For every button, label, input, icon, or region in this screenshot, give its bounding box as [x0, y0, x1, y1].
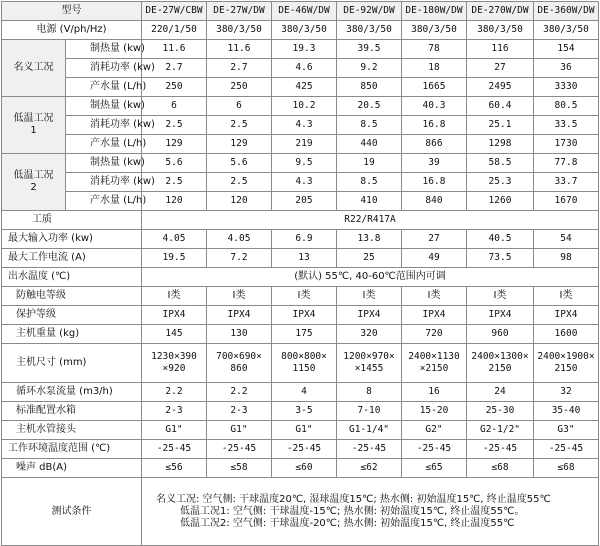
size-line: 2150: [554, 363, 578, 374]
cell: 960: [467, 325, 534, 344]
cell: 2.5: [207, 173, 272, 192]
cell: 16: [402, 383, 467, 402]
cell: 2.2: [207, 383, 272, 402]
cell: 60.4: [467, 97, 534, 116]
size-line: 1230×390: [151, 351, 197, 362]
cell: 130: [207, 325, 272, 344]
cell: 6: [142, 97, 207, 116]
cell: ≤68: [467, 459, 534, 478]
model-name: DE-46W/DW: [272, 2, 337, 21]
cell: 1298: [467, 135, 534, 154]
cell: 380/3/50: [207, 21, 272, 40]
cell: -25-45: [467, 440, 534, 459]
model-name: DE-180W/DW: [402, 2, 467, 21]
cell: 2.2: [142, 383, 207, 402]
cell: 4.05: [142, 230, 207, 249]
cell: IPX4: [337, 306, 402, 325]
rated-row: [2, 78, 599, 97]
power-row: [2, 21, 599, 40]
noise-row: [2, 459, 599, 478]
cell: ≤68: [534, 459, 599, 478]
size-cell: [534, 344, 599, 383]
cell: 4.3: [272, 116, 337, 135]
row-label: 最大工作电流 (A): [2, 249, 142, 268]
cell: 8.5: [337, 116, 402, 135]
cell: 11.6: [207, 40, 272, 59]
row-label: 制热量 (kw): [66, 97, 142, 116]
cell: G1": [142, 421, 207, 440]
cell: 380/3/50: [272, 21, 337, 40]
size-cell: [207, 344, 272, 383]
cell: 9.5: [272, 154, 337, 173]
cell: 4: [272, 383, 337, 402]
max-current-row: [2, 249, 599, 268]
cell: 10.2: [272, 97, 337, 116]
size-line: 1200×970×: [343, 351, 395, 362]
cell: 13: [272, 249, 337, 268]
low1-row: [2, 135, 599, 154]
cell: 866: [402, 135, 467, 154]
protect-row: [2, 306, 599, 325]
size-row: [2, 344, 599, 383]
size-line: 700×690×: [216, 351, 262, 362]
cell: 2.5: [207, 116, 272, 135]
row-label: 产水量 (L/h): [66, 192, 142, 211]
row-label: 主机尺寸 (mm): [2, 344, 142, 383]
model-label: 型号: [2, 2, 142, 21]
cell: G2-1/2": [467, 421, 534, 440]
size-cell: [402, 344, 467, 383]
cell: 6: [207, 97, 272, 116]
model-name: DE-360W/DW: [534, 2, 599, 21]
cell: ≤58: [207, 459, 272, 478]
cell: 850: [337, 78, 402, 97]
cell: 73.5: [467, 249, 534, 268]
low1-row: [2, 97, 599, 116]
cell: 440: [337, 135, 402, 154]
cell: 9.2: [337, 59, 402, 78]
cell: 33.7: [534, 173, 599, 192]
row-label: 消耗功率 (kw): [66, 59, 142, 78]
row-label: 主机水管接头: [2, 421, 142, 440]
row-label: 电源 (V/ph/Hz): [2, 21, 142, 40]
condition-line: 低温工况2: 空气侧: 干球温度-20℃; 热水侧: 初始温度15℃, 终止温度55℃: [180, 517, 515, 529]
refrigerant-row: [2, 211, 599, 230]
cell: I类: [534, 287, 599, 306]
cell: 840: [402, 192, 467, 211]
cell: -25-45: [207, 440, 272, 459]
cell: 145: [142, 325, 207, 344]
cell: 7.2: [207, 249, 272, 268]
cell: IPX4: [207, 306, 272, 325]
cell: 18: [402, 59, 467, 78]
flow-row: [2, 383, 599, 402]
cell: 120: [207, 192, 272, 211]
cell: 16.8: [402, 173, 467, 192]
cell: 24: [467, 383, 534, 402]
row-label: 标准配置水箱: [2, 402, 142, 421]
row-label: 产水量 (L/h): [66, 135, 142, 154]
cell: 8: [337, 383, 402, 402]
group-label-line: 低温工况: [13, 170, 54, 181]
cell: 3-5: [272, 402, 337, 421]
cell: 98: [534, 249, 599, 268]
cell: 410: [337, 192, 402, 211]
cell: G2": [402, 421, 467, 440]
cell: -25-45: [142, 440, 207, 459]
outlet-temp-row: [2, 268, 599, 287]
cell: 36: [534, 59, 599, 78]
cell: 425: [272, 78, 337, 97]
cell: 1665: [402, 78, 467, 97]
cell: G1-1/4": [337, 421, 402, 440]
cell: 116: [467, 40, 534, 59]
cell: 77.8: [534, 154, 599, 173]
cell: IPX4: [534, 306, 599, 325]
rated-row: [2, 40, 599, 59]
cell: I类: [467, 287, 534, 306]
low2-row: [2, 173, 599, 192]
cell: 19: [337, 154, 402, 173]
cell: 380/3/50: [402, 21, 467, 40]
cell: 25: [337, 249, 402, 268]
group-label-low2: [2, 154, 66, 211]
model-name: DE-27W/DW: [207, 2, 272, 21]
size-line: 860: [230, 363, 248, 374]
group-label-rated: 名义工况: [2, 40, 66, 97]
cell: IPX4: [272, 306, 337, 325]
cell: 35-40: [534, 402, 599, 421]
cell: 3330: [534, 78, 599, 97]
refrigerant-value: R22/R417A: [142, 211, 599, 230]
max-power-row: [2, 230, 599, 249]
group-label-line: 1: [30, 125, 37, 136]
row-label: 工质: [2, 211, 142, 230]
model-name: DE-92W/DW: [337, 2, 402, 21]
cell: 380/3/50: [467, 21, 534, 40]
cell: 20.5: [337, 97, 402, 116]
size-line: 2400×1300×: [471, 351, 529, 362]
cell: 2-3: [142, 402, 207, 421]
cell: -25-45: [402, 440, 467, 459]
size-line: 1150: [292, 363, 316, 374]
cell: 40.3: [402, 97, 467, 116]
cell: 1260: [467, 192, 534, 211]
cell: -25-45: [534, 440, 599, 459]
row-label: 保护等级: [2, 306, 142, 325]
cell: I类: [337, 287, 402, 306]
row-label: 消耗功率 (kw): [66, 173, 142, 192]
cell: ≤56: [142, 459, 207, 478]
cell: 25-30: [467, 402, 534, 421]
cell: IPX4: [467, 306, 534, 325]
size-cell: [272, 344, 337, 383]
size-cell: [467, 344, 534, 383]
shock-row: [2, 287, 599, 306]
cell: 1600: [534, 325, 599, 344]
cell: ≤60: [272, 459, 337, 478]
cell: 175: [272, 325, 337, 344]
cell: 54: [534, 230, 599, 249]
cell: 2495: [467, 78, 534, 97]
cell: 49: [402, 249, 467, 268]
spec-table: [1, 1, 599, 546]
cell: 2.5: [142, 173, 207, 192]
size-line: ×2150: [419, 363, 449, 374]
cell: 4.6: [272, 59, 337, 78]
cell: 13.8: [337, 230, 402, 249]
cell: IPX4: [142, 306, 207, 325]
row-label: 产水量 (L/h): [66, 78, 142, 97]
outlet-temp-value: (默认) 55℃, 40-60℃范围内可调: [142, 268, 599, 287]
cell: 4.3: [272, 173, 337, 192]
cell: 250: [142, 78, 207, 97]
cell: 129: [142, 135, 207, 154]
cell: 2.7: [142, 59, 207, 78]
size-line: ×920: [162, 363, 186, 374]
pipe-row: [2, 421, 599, 440]
cell: 129: [207, 135, 272, 154]
size-line: 800×800×: [281, 351, 327, 362]
cell: 8.5: [337, 173, 402, 192]
condition-line: 名义工况: 空气侧: 干球温度20℃, 湿球温度15℃; 热水侧: 初始温度15℃, 终止温度55℃: [156, 493, 551, 505]
size-line: ×1455: [354, 363, 384, 374]
size-cell: [142, 344, 207, 383]
rated-row: [2, 59, 599, 78]
cell: 720: [402, 325, 467, 344]
cell: I类: [272, 287, 337, 306]
header-row: [2, 2, 599, 21]
cell: I类: [207, 287, 272, 306]
size-cell: [337, 344, 402, 383]
cell: 205: [272, 192, 337, 211]
cell: 15-20: [402, 402, 467, 421]
cell: -25-45: [337, 440, 402, 459]
weight-row: [2, 325, 599, 344]
row-label: 制热量 (kw): [66, 154, 142, 173]
cell: 154: [534, 40, 599, 59]
cell: 16.8: [402, 116, 467, 135]
row-label: 出水温度 (℃): [2, 268, 142, 287]
cell: 380/3/50: [337, 21, 402, 40]
size-line: 2400×1900×: [537, 351, 595, 362]
cell: 25.1: [467, 116, 534, 135]
cell: 120: [142, 192, 207, 211]
conditions-text: [142, 478, 599, 546]
cell: 19.3: [272, 40, 337, 59]
cell: 25.3: [467, 173, 534, 192]
row-label: 主机重量 (kg): [2, 325, 142, 344]
cell: 380/3/50: [534, 21, 599, 40]
row-label: 消耗功率 (kw): [66, 116, 142, 135]
cell: ≤65: [402, 459, 467, 478]
row-label: 防触电等级: [2, 287, 142, 306]
cell: 33.5: [534, 116, 599, 135]
cell: 5.6: [207, 154, 272, 173]
model-name: DE-270W/DW: [467, 2, 534, 21]
cell: -25-45: [272, 440, 337, 459]
row-label: 循环水泵流量 (m3/h): [2, 383, 142, 402]
low1-row: [2, 116, 599, 135]
size-line: 2150: [488, 363, 512, 374]
cell: 2.7: [207, 59, 272, 78]
cell: G1": [207, 421, 272, 440]
cell: G3": [534, 421, 599, 440]
ambient-row: [2, 440, 599, 459]
cell: 32: [534, 383, 599, 402]
model-name: DE-27W/CBW: [142, 2, 207, 21]
cell: 1730: [534, 135, 599, 154]
cell: 40.5: [467, 230, 534, 249]
cell: I类: [142, 287, 207, 306]
group-label-low1: [2, 97, 66, 154]
conditions-label: 测试条件: [2, 478, 142, 546]
cell: I类: [402, 287, 467, 306]
cell: 78: [402, 40, 467, 59]
cell: 19.5: [142, 249, 207, 268]
size-line: 2400×1130: [408, 351, 460, 362]
cell: 2-3: [207, 402, 272, 421]
cell: ≤62: [337, 459, 402, 478]
cell: IPX4: [402, 306, 467, 325]
cell: 11.6: [142, 40, 207, 59]
cell: 2.5: [142, 116, 207, 135]
cell: 6.9: [272, 230, 337, 249]
cell: 5.6: [142, 154, 207, 173]
cell: 320: [337, 325, 402, 344]
cell: 219: [272, 135, 337, 154]
row-label: 噪声 dB(A): [2, 459, 142, 478]
cell: G1": [272, 421, 337, 440]
row-label: 最大输入功率 (kw): [2, 230, 142, 249]
cell: 80.5: [534, 97, 599, 116]
low2-row: [2, 154, 599, 173]
cell: 27: [402, 230, 467, 249]
cell: 220/1/50: [142, 21, 207, 40]
tank-row: [2, 402, 599, 421]
condition-line: 低温工况1: 空气侧: 干球温度-15℃; 热水侧: 初始温度15℃, 终止温度55℃。: [180, 505, 525, 517]
cell: 39: [402, 154, 467, 173]
cell: 27: [467, 59, 534, 78]
cell: 7-10: [337, 402, 402, 421]
conditions-row: [2, 478, 599, 546]
row-label: 工作环境温度范围 (℃): [2, 440, 142, 459]
cell: 250: [207, 78, 272, 97]
cell: 1670: [534, 192, 599, 211]
cell: 39.5: [337, 40, 402, 59]
group-label-line: 2: [30, 182, 37, 193]
row-label: 制热量 (kw): [66, 40, 142, 59]
group-label-line: 低温工况: [13, 113, 54, 124]
cell: 58.5: [467, 154, 534, 173]
cell: 4.05: [207, 230, 272, 249]
low2-row: [2, 192, 599, 211]
